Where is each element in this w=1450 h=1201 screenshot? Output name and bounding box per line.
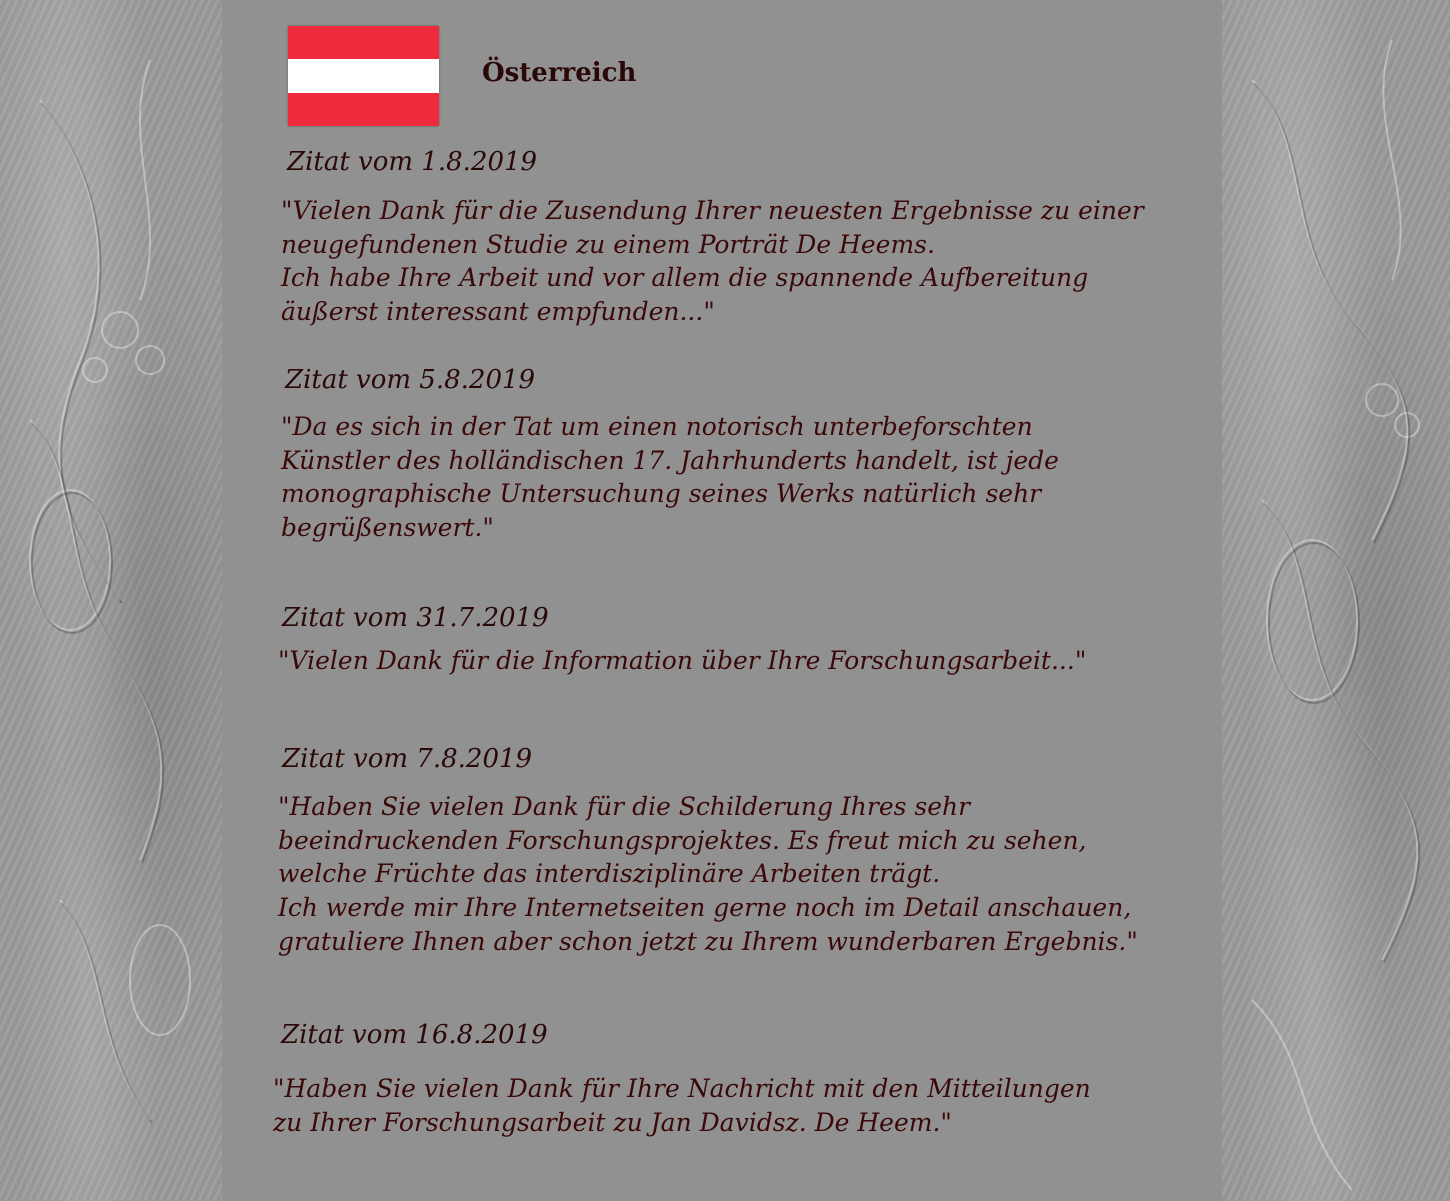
quote-line: äußerst interessant empfunden..." xyxy=(281,297,715,327)
quote-date: Zitat vom 5.8.2019 xyxy=(285,365,536,395)
quote-line: gratuliere Ihnen aber schon jetzt zu Ihrem wunderbaren Ergebnis." xyxy=(278,926,1138,956)
embossed-floral-pattern-right xyxy=(1222,0,1450,1201)
quote-line: Ich werde mir Ihre Internetseiten gerne noch im Detail anschauen, xyxy=(278,893,1132,923)
flag-band-bottom xyxy=(288,93,439,126)
quote-line: neugefundenen Studie zu einem Porträt De Heems. xyxy=(281,229,935,259)
flag-band-top xyxy=(288,26,439,59)
quote-date: Zitat vom 16.8.2019 xyxy=(281,1020,548,1050)
quote-line: begrüßenswert." xyxy=(281,513,494,543)
quote-text xyxy=(281,194,1144,329)
quote-line: "Vielen Dank für die Information über Ihre Forschungsarbeit..." xyxy=(278,646,1087,675)
quote-text xyxy=(273,1072,1091,1139)
quote-line: beeindruckenden Forschungsprojektes. Es freut mich zu sehen, xyxy=(278,825,1087,855)
quote-line: zu Ihrer Forschungsarbeit zu Jan Davidsz. De Heem." xyxy=(273,1107,952,1137)
quote-date: Zitat vom 1.8.2019 xyxy=(287,147,538,177)
quote-line: Künstler des holländischen 17. Jahrhunderts handelt, ist jede xyxy=(281,445,1059,475)
country-title: Österreich xyxy=(482,58,637,88)
quote-line: "Haben Sie vielen Dank für die Schilderung Ihres sehr xyxy=(278,792,971,821)
quote-text xyxy=(278,644,1086,678)
quote-line: welche Früchte das interdisziplinäre Arbeiten trägt. xyxy=(278,859,941,889)
quote-line: "Da es sich in der Tat um einen notorisch unterbeforschten xyxy=(281,412,1033,441)
flag-band-middle xyxy=(288,59,439,92)
quote-date: Zitat vom 7.8.2019 xyxy=(282,744,533,774)
quote-date: Zitat vom 31.7.2019 xyxy=(282,603,549,633)
quote-line: "Vielen Dank für die Zusendung Ihrer neuesten Ergebnisse zu einer xyxy=(281,196,1144,225)
quote-line: "Haben Sie vielen Dank für Ihre Nachricht mit den Mitteilungen xyxy=(273,1074,1091,1103)
austria-flag-icon xyxy=(288,26,439,126)
embossed-floral-pattern-left xyxy=(0,0,222,1201)
quote-line: monographische Untersuchung seines Werks natürlich sehr xyxy=(281,479,1042,509)
decorative-border-left xyxy=(0,0,222,1201)
quote-text xyxy=(281,410,1059,545)
quote-text xyxy=(278,790,1138,959)
decorative-border-right xyxy=(1222,0,1450,1201)
quote-line: Ich habe Ihre Arbeit und vor allem die spannende Aufbereitung xyxy=(281,263,1089,293)
